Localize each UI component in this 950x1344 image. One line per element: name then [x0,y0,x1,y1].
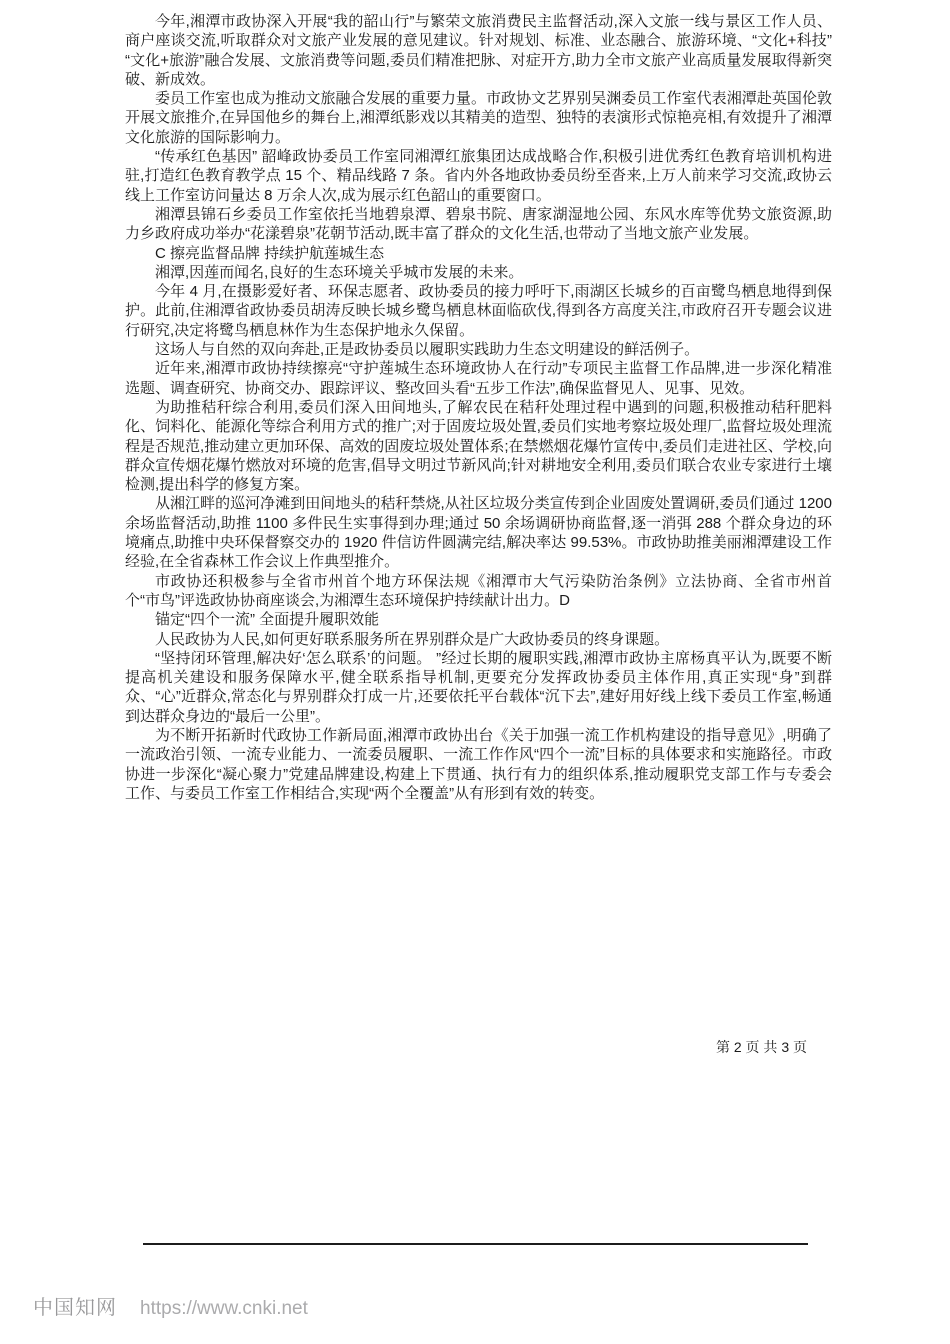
paragraph-12: 市政协还积极参与全省市州首个地方环保法规《湘潭市大气污染防治条例》立法协商、全省市州首个“市鸟”评选政协协商座谈会,为湘潭生态环境保护持续献计出力。D [125,572,832,609]
paragraph-2: 委员工作室也成为推动文旅融合发展的重要力量。市政协文艺界别吴渊委员工作室代表湘潭赴英国伦敦开展文旅推介,在异国他乡的舞台上,湘潭纸影戏以其精美的造型、独特的表演形式惊艳亮相,有效提升了湘潭文化旅游的国际影响力。 [125,90,832,146]
footer-divider-line [143,1243,808,1245]
paragraph-15: “坚持闭环管理,解决好‘怎么联系’的问题。 ”经过长期的履职实践,湘潭市政协主席杨真平认为,既要不断提高机关建设和服务保障水平,健全联系指导机制,更要充分发挥政协委员主体作用,真正实现“身”到群众、“心”近群众,常态化与界别群众打成一片,还要依托平台载体“沉下去”,建好用好线上线下委员工作室,畅通到达群众身边的“最后一公里”。 [125,649,832,725]
article-body [125,12,832,803]
cnki-watermark [33,1291,308,1320]
paragraph-5: C 擦亮监督品牌 持续护航莲城生态 [155,244,385,262]
cnki-logo-text: 中国知网 [33,1297,117,1319]
paragraph-6: 湘潭,因莲而闻名,良好的生态环境关乎城市发展的未来。 [155,263,524,281]
paragraph-13: 锚定“四个一流” 全面提升履职效能 [155,611,380,629]
paragraph-8: 这场人与自然的双向奔赴,正是政协委员以履职实践助力生态文明建设的鲜活例子。 [155,341,700,359]
paragraph-9: 近年来,湘潭市政协持续擦亮“守护莲城生态环境政协人在行动”专项民主监督工作品牌,进一步深化精准选题、调查研究、协商交办、跟踪评议、整改回头看“五步工作法”,确保监督见人、见事、见效。 [125,360,832,397]
page-number: 第 2 页 共 3 页 [715,1039,807,1055]
paragraph-3: “传承红色基因” 韶峰政协委员工作室同湘潭红旅集团达成战略合作,积极引进优秀红色教育培训机构进驻,打造红色教育教学点 15 个、精品线路 7 条。省内外各地政协委员纷至沓来,上万人前来学习交流,政协云线上工作室访问量达 8 万余人次,成为展示红色韶山的重要窗口。 [125,148,832,204]
paragraph-16: 为不断开拓新时代政协工作新局面,湘潭市政协出台《关于加强一流工作机构建设的指导意见》,明确了一流政治引领、一流专业能力、一流委员履职、一流工作作风“四个一流”目标的具体要求和实施路径。市政协进一步深化“凝心聚力”党建品牌建设,构建上下贯通、执行有力的组织体系,推动履职党支部工作与专委会工作、与委员工作室工作相结合,实现“两个全覆盖”从有形到有效的转变。 [125,726,832,802]
paragraph-14: 人民政协为人民,如何更好联系服务所在界别群众是广大政协委员的终身课题。 [155,630,670,648]
paragraph-1: 今年,湘潭市政协深入开展“我的韶山行”与繁荣文旅消费民主监督活动,深入文旅一线与景区工作人员、商户座谈交流,听取群众对文旅产业发展的意见建议。针对规划、标准、业态融合、旅游环境、“文化+科技” “文化+旅游”融合发展、文旅消费等问题,委员们精准把脉、对症开方,助力全市文旅产业高质量发展取得新突破、新成效。 [125,13,832,88]
paragraph-10: 为助推秸秆综合利用,委员们深入田间地头,了解农民在秸秆处理过程中遇到的问题,积极推动秸秆肥料化、饲料化、能源化等综合利用方式的推广;对于固废垃圾处置,委员们实地考察垃圾处理厂,监督垃圾处理流程是否规范,推动建立更加环保、高效的固废垃圾处置体系;在禁燃烟花爆竹宣传中,委员们走进社区、学校,向群众宣传烟花爆竹燃放对环境的危害,倡导文明过节新风尚;针对耕地安全利用,委员们联合农业专家进行土壤检测,提出科学的修复方案。 [125,398,832,494]
paragraph-7: 今年 4 月,在摄影爱好者、环保志愿者、政协委员的接力呼吁下,雨湖区长城乡的百亩鹭鸟栖息地得到保护。此前,住湘潭省政协委员胡涛反映长城乡鹭鸟栖息林面临砍伐,得到各方高度关注,市政府召开专题会议进行研究,决定将鹭鸟栖息林作为生态保护地永久保留。 [125,283,832,339]
paragraph-11: 从湘江畔的巡河净滩到田间地头的秸秆禁烧,从社区垃圾分类宣传到企业固废处置调研,委员们通过 1200 余场监督活动,助推 1100 多件民生实事得到办理;通过 50 余场调研协商监督,逐一消弭 288 个群众身边的环境痛点,助推中央环保督察交办的 1920 件信访件圆满完结,解决率达 99.53%。市政协助推美丽湘潭建设工作经验,在全省森林工作会议上作典型推介。 [125,495,832,571]
cnki-url: https://www.cnki.net [140,1298,308,1319]
paragraph-4: 湘潭县锦石乡委员工作室依托当地碧泉潭、碧泉书院、唐家湖湿地公园、东风水库等优势文旅资源,助力乡政府成功举办“花漾碧泉”花朝节活动,既丰富了群众的文化生活,也带动了当地文旅产业发展。 [125,205,832,243]
